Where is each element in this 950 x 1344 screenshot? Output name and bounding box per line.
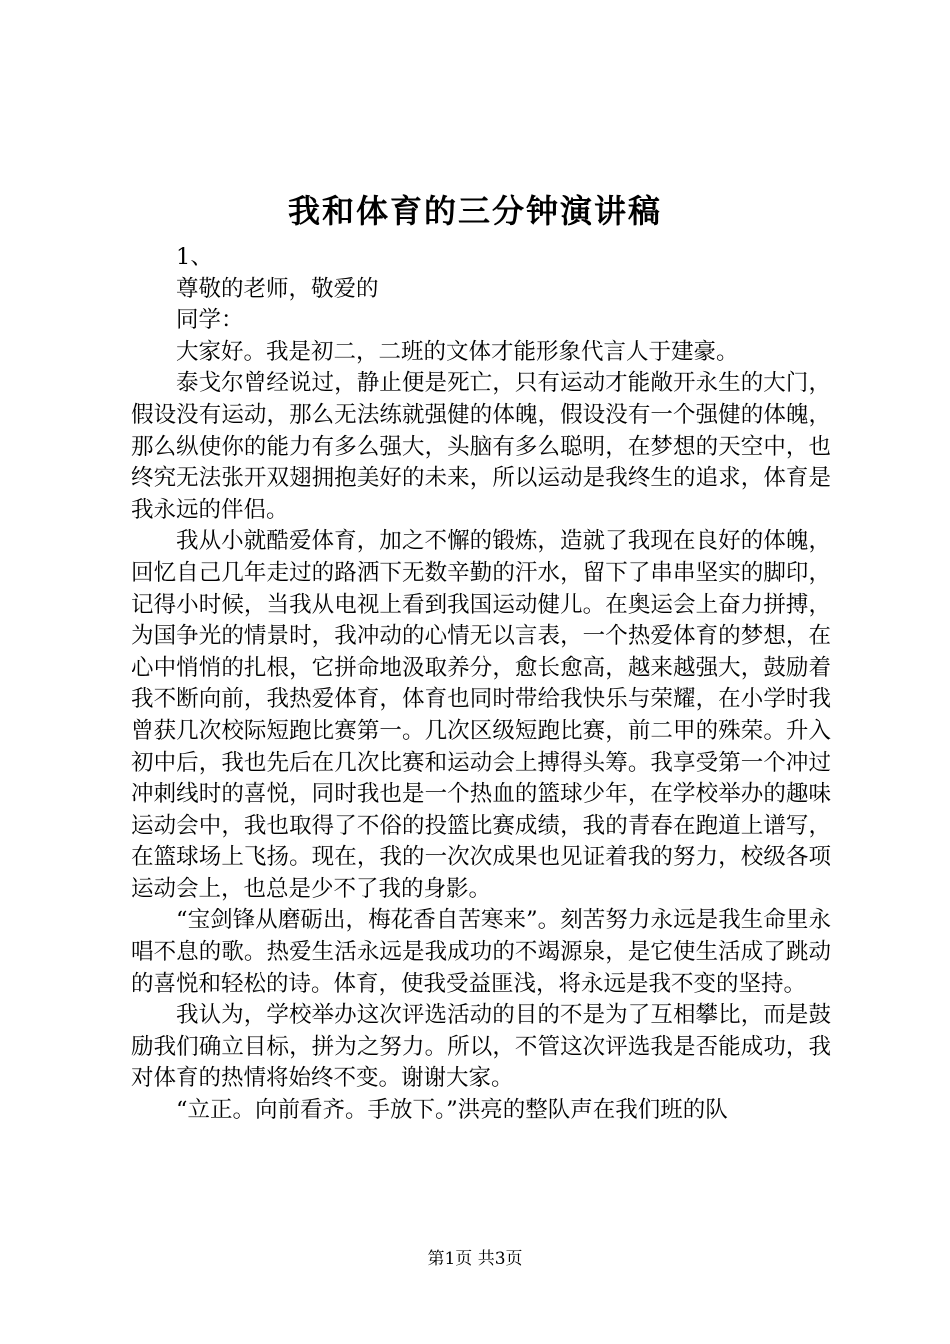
paragraph: 我认为，学校举办这次评选活动的目的不是为了互相攀比，而是鼓励我们确立目标，拼为之努力。所以，不管这次评选我是否能成功，我对体育的热情将始终不变。谢谢大家。 — [131, 1002, 831, 1092]
paragraph: 我从小就酷爱体育，加之不懈的锻炼，造就了我现在良好的体魄，回忆自己几年走过的路洒下无数辛勤的汗水，留下了串串坚实的脚印，记得小时候，当我从电视上看到我国运动健儿。在奥运会上奋力拼搏，为国争光的情景时，我冲动的心情无以言表，一个热爱体育的梦想，在心中悄悄的扎根，它拼命地汲取养分，愈长愈高，越来越强大，鼓励着我不断向前，我热爱体育，体育也同时带给我快乐与荣耀，在小学时我曾获几次校际短跑比赛第一。几次区级短跑比赛，前二甲的殊荣。升入初中后，我也先后在几次比赛和运动会上搏得头筹。我享受第一个冲过冲刺线时的喜悦，同时我也是一个热血的篮球少年，在学校举办的趣味运动会中，我也取得了不俗的投篮比赛成绩，我的青春在跑道上谱写，在篮球场上飞扬。现在，我的一次次成果也见证着我的努力，校级各项运动会上，也总是少不了我的身影。 — [131, 528, 831, 902]
paragraph: 大家好。我是初二，二班的文体才能形象代言人于建豪。 — [176, 338, 739, 365]
document-title: 我和体育的三分钟演讲稿 — [287, 192, 662, 230]
paragraph: 同学： — [176, 307, 244, 334]
paragraph: 尊敬的老师，敬爱的 — [176, 275, 379, 302]
paragraph: 泰戈尔曾经说过，静止便是死亡，只有运动才能敞开永生的大门，假设没有运动，那么无法练就强健的体魄，假设没有一个强健的体魄，那么纵使你的能力有多么强大，头脑有多么聪明，在梦想的天空中，也终究无法张开双翅拥抱美好的未来，所以运动是我终生的追求，体育是我永远的伴侣。 — [131, 370, 831, 523]
paragraph: 1、 — [176, 244, 213, 270]
paragraph: “立正。向前看齐。手放下。”洪亮的整队声在我们班的队 — [176, 1097, 728, 1124]
page-footer: 第1页 共3页 — [427, 1249, 523, 1269]
document-body — [131, 242, 831, 1127]
paragraph: “宝剑锋从磨砺出，梅花香自苦寒来”。刻苦努力永远是我生命里永唱不息的歌。热爱生活永远是我成功的不竭源泉，是它使生活成了跳动的喜悦和轻松的诗。体育，使我受益匪浅，将永远是我不变的坚持。 — [131, 907, 831, 997]
